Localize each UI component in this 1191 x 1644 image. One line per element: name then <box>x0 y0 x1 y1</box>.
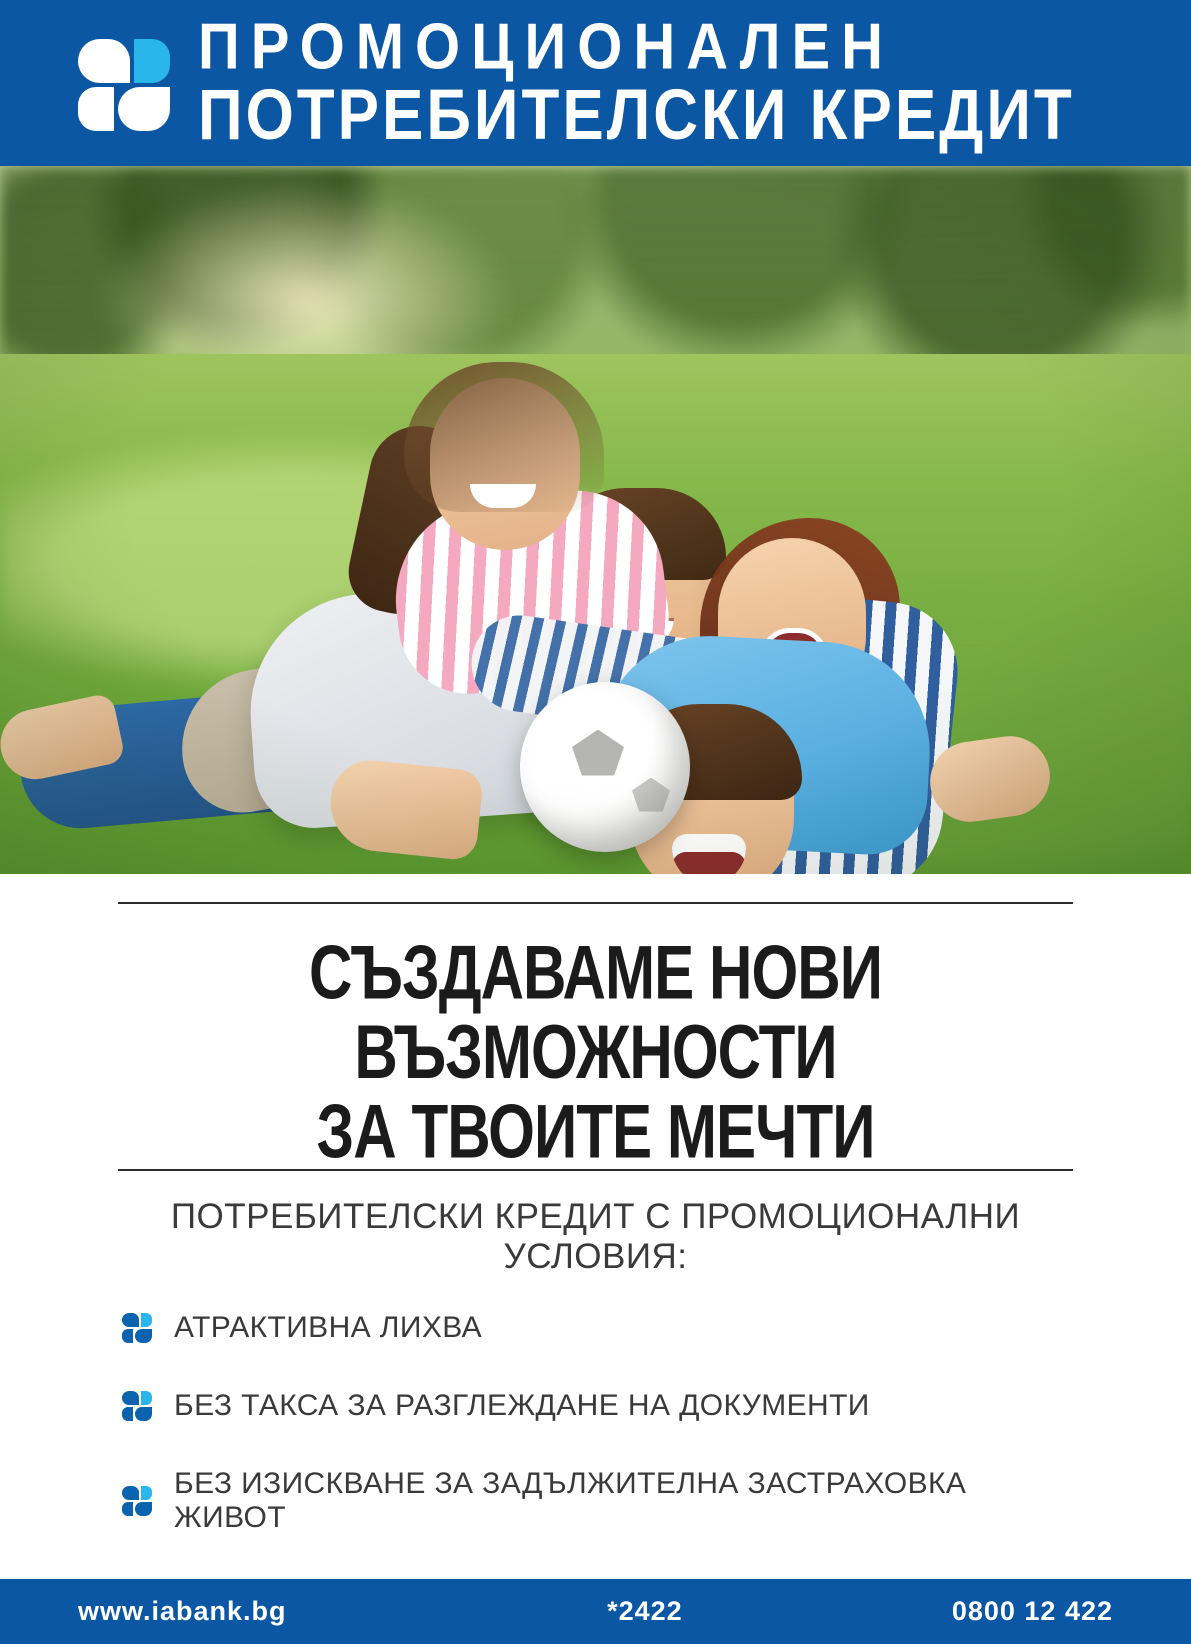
header-title-line2: ПОТРЕБИТЕЛСКИ КРЕДИТ <box>198 76 1075 156</box>
page-title <box>132 931 1058 1175</box>
boy-mouth <box>672 834 746 874</box>
soccer-ball <box>520 682 690 852</box>
bare-foot-right <box>326 756 485 861</box>
headline-line1: СЪЗДАВАМЕ НОВИ ВЪЗМОЖНОСТИ <box>309 931 882 1095</box>
poster-footer <box>0 1579 1191 1644</box>
headline-line2: ЗА ТВОИТЕ МЕЧТИ <box>316 1089 875 1175</box>
divider-top <box>118 902 1073 904</box>
family-group <box>0 166 1191 874</box>
benefit-label: БЕЗ ИЗИСКВАНЕ ЗА ЗАДЪЛЖИТЕЛНА ЗАСТРАХОВКА ЖИВОТ <box>174 1466 967 1534</box>
poster-header <box>0 0 1191 166</box>
list-item <box>122 1389 1073 1423</box>
bullet-logo-icon <box>122 1486 152 1516</box>
hero-photo <box>0 166 1191 874</box>
header-title-block <box>198 10 1191 156</box>
header-title-line1: ПРОМОЦИОНАЛЕН <box>198 10 895 84</box>
benefit-label: БЕЗ ТАКСА ЗА РАЗГЛЕЖДАНЕ НА ДОКУМЕНТИ <box>174 1388 870 1422</box>
website-link[interactable]: www.iabank.bg <box>78 1595 287 1626</box>
bullet-logo-icon <box>122 1313 152 1343</box>
benefits-list <box>118 1311 1073 1535</box>
poster-body <box>0 874 1191 1579</box>
benefit-label: АТРАКТИВНА ЛИХВА <box>174 1310 483 1344</box>
subheading: ПОТРЕБИТЕЛСКИ КРЕДИТ С ПРОМОЦИОНАЛНИ УСЛОВИЯ: <box>170 1196 1021 1276</box>
list-item <box>122 1467 1073 1535</box>
list-item <box>122 1311 1073 1345</box>
bank-logo-icon <box>78 39 170 131</box>
bullet-logo-icon <box>122 1391 152 1421</box>
short-number[interactable]: *2422 <box>607 1595 683 1626</box>
phone-number[interactable]: 0800 12 422 <box>951 1595 1113 1626</box>
